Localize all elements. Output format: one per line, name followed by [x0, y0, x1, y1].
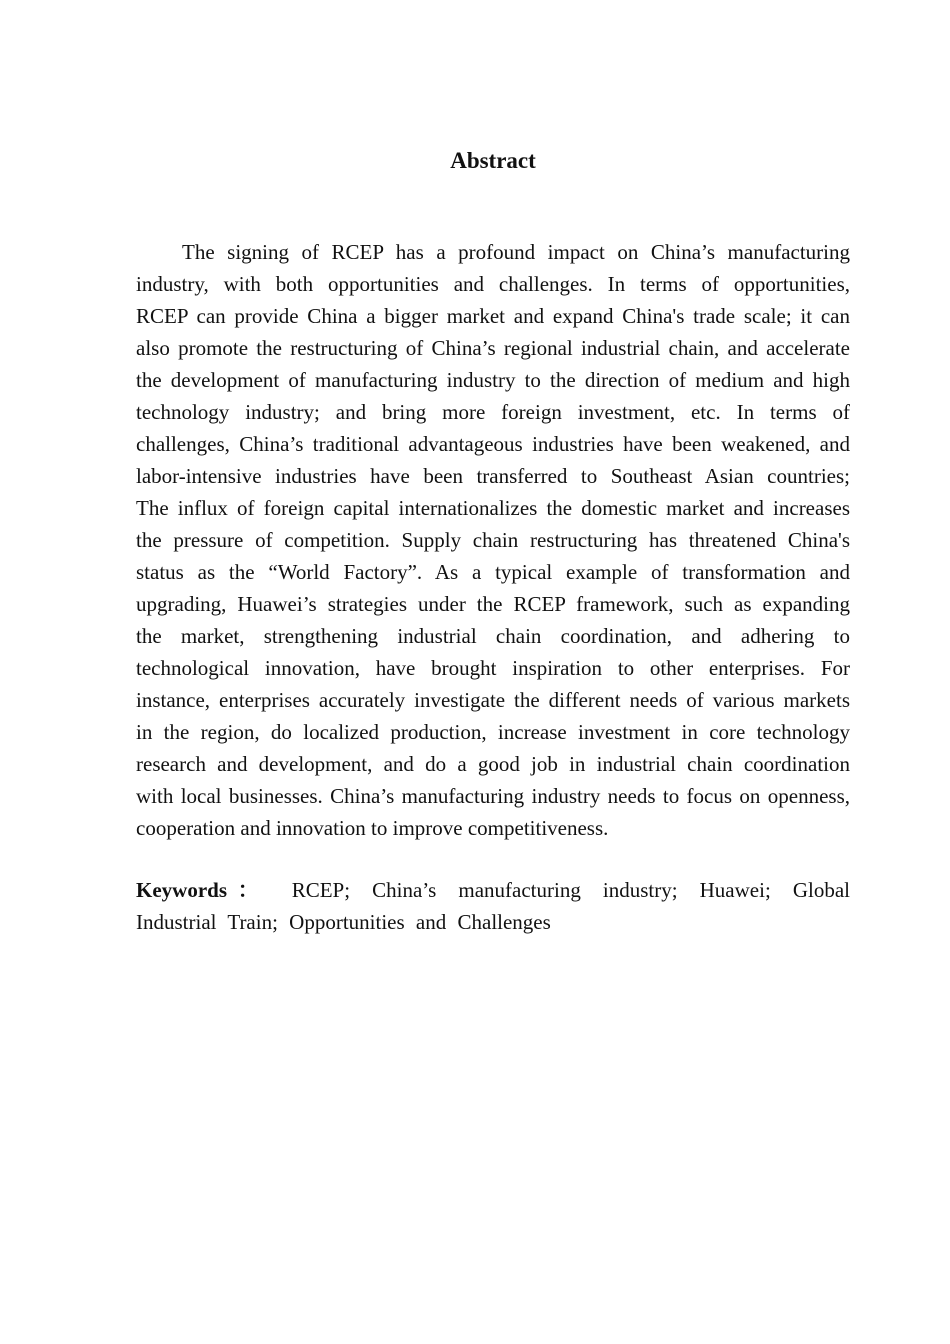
- abstract-line: challenges, China’s traditional advantageous industries have been weakened, and: [136, 432, 850, 456]
- abstract-line: cooperation and innovation to improve competitiveness.: [136, 816, 609, 840]
- abstract-line: in the region, do localized production, increase investment in core technology: [136, 720, 850, 744]
- abstract-line: The signing of RCEP has a profound impact on China’s manufacturing: [182, 240, 850, 264]
- abstract-line: the market, strengthening industrial chain coordination, and adhering to: [136, 624, 850, 648]
- keywords-label: Keywords：: [136, 878, 270, 902]
- abstract-line: RCEP can provide China a bigger market and expand China's trade scale; it can: [136, 304, 850, 328]
- page-title: Abstract: [450, 148, 536, 173]
- abstract-line: status as the “World Factory”. As a typical example of transformation and: [136, 560, 850, 584]
- abstract-body: [136, 236, 850, 844]
- abstract-line: labor-intensive industries have been transferred to Southeast Asian countries;: [136, 464, 850, 488]
- abstract-line: instance, enterprises accurately investigate the different needs of various markets: [136, 688, 850, 712]
- abstract-line: the pressure of competition. Supply chain restructuring has threatened China's: [136, 528, 850, 552]
- abstract-line: also promote the restructuring of China’s regional industrial chain, and accelerate: [136, 336, 850, 360]
- keywords-text-1: RCEP; China’s manufacturing industry; Huawei; Global: [291, 878, 851, 902]
- abstract-line: the development of manufacturing industry to the direction of medium and high: [136, 368, 850, 392]
- keywords-line-1: [136, 874, 850, 906]
- abstract-line: technology industry; and bring more foreign investment, etc. In terms of: [136, 400, 850, 424]
- abstract-line: technological innovation, have brought inspiration to other enterprises. For: [136, 656, 850, 680]
- abstract-line: upgrading, Huawei’s strategies under the RCEP framework, such as expanding: [136, 592, 850, 616]
- abstract-line: The influx of foreign capital internationalizes the domestic market and increases: [136, 496, 850, 520]
- keywords-line-2: Industrial Train; Opportunities and Challenges: [136, 910, 551, 934]
- abstract-line: industry, with both opportunities and challenges. In terms of opportunities,: [136, 272, 850, 296]
- abstract-line: with local businesses. China’s manufacturing industry needs to focus on openness,: [136, 784, 850, 808]
- keywords-section: [136, 874, 850, 938]
- abstract-line: research and development, and do a good job in industrial chain coordination: [136, 752, 850, 776]
